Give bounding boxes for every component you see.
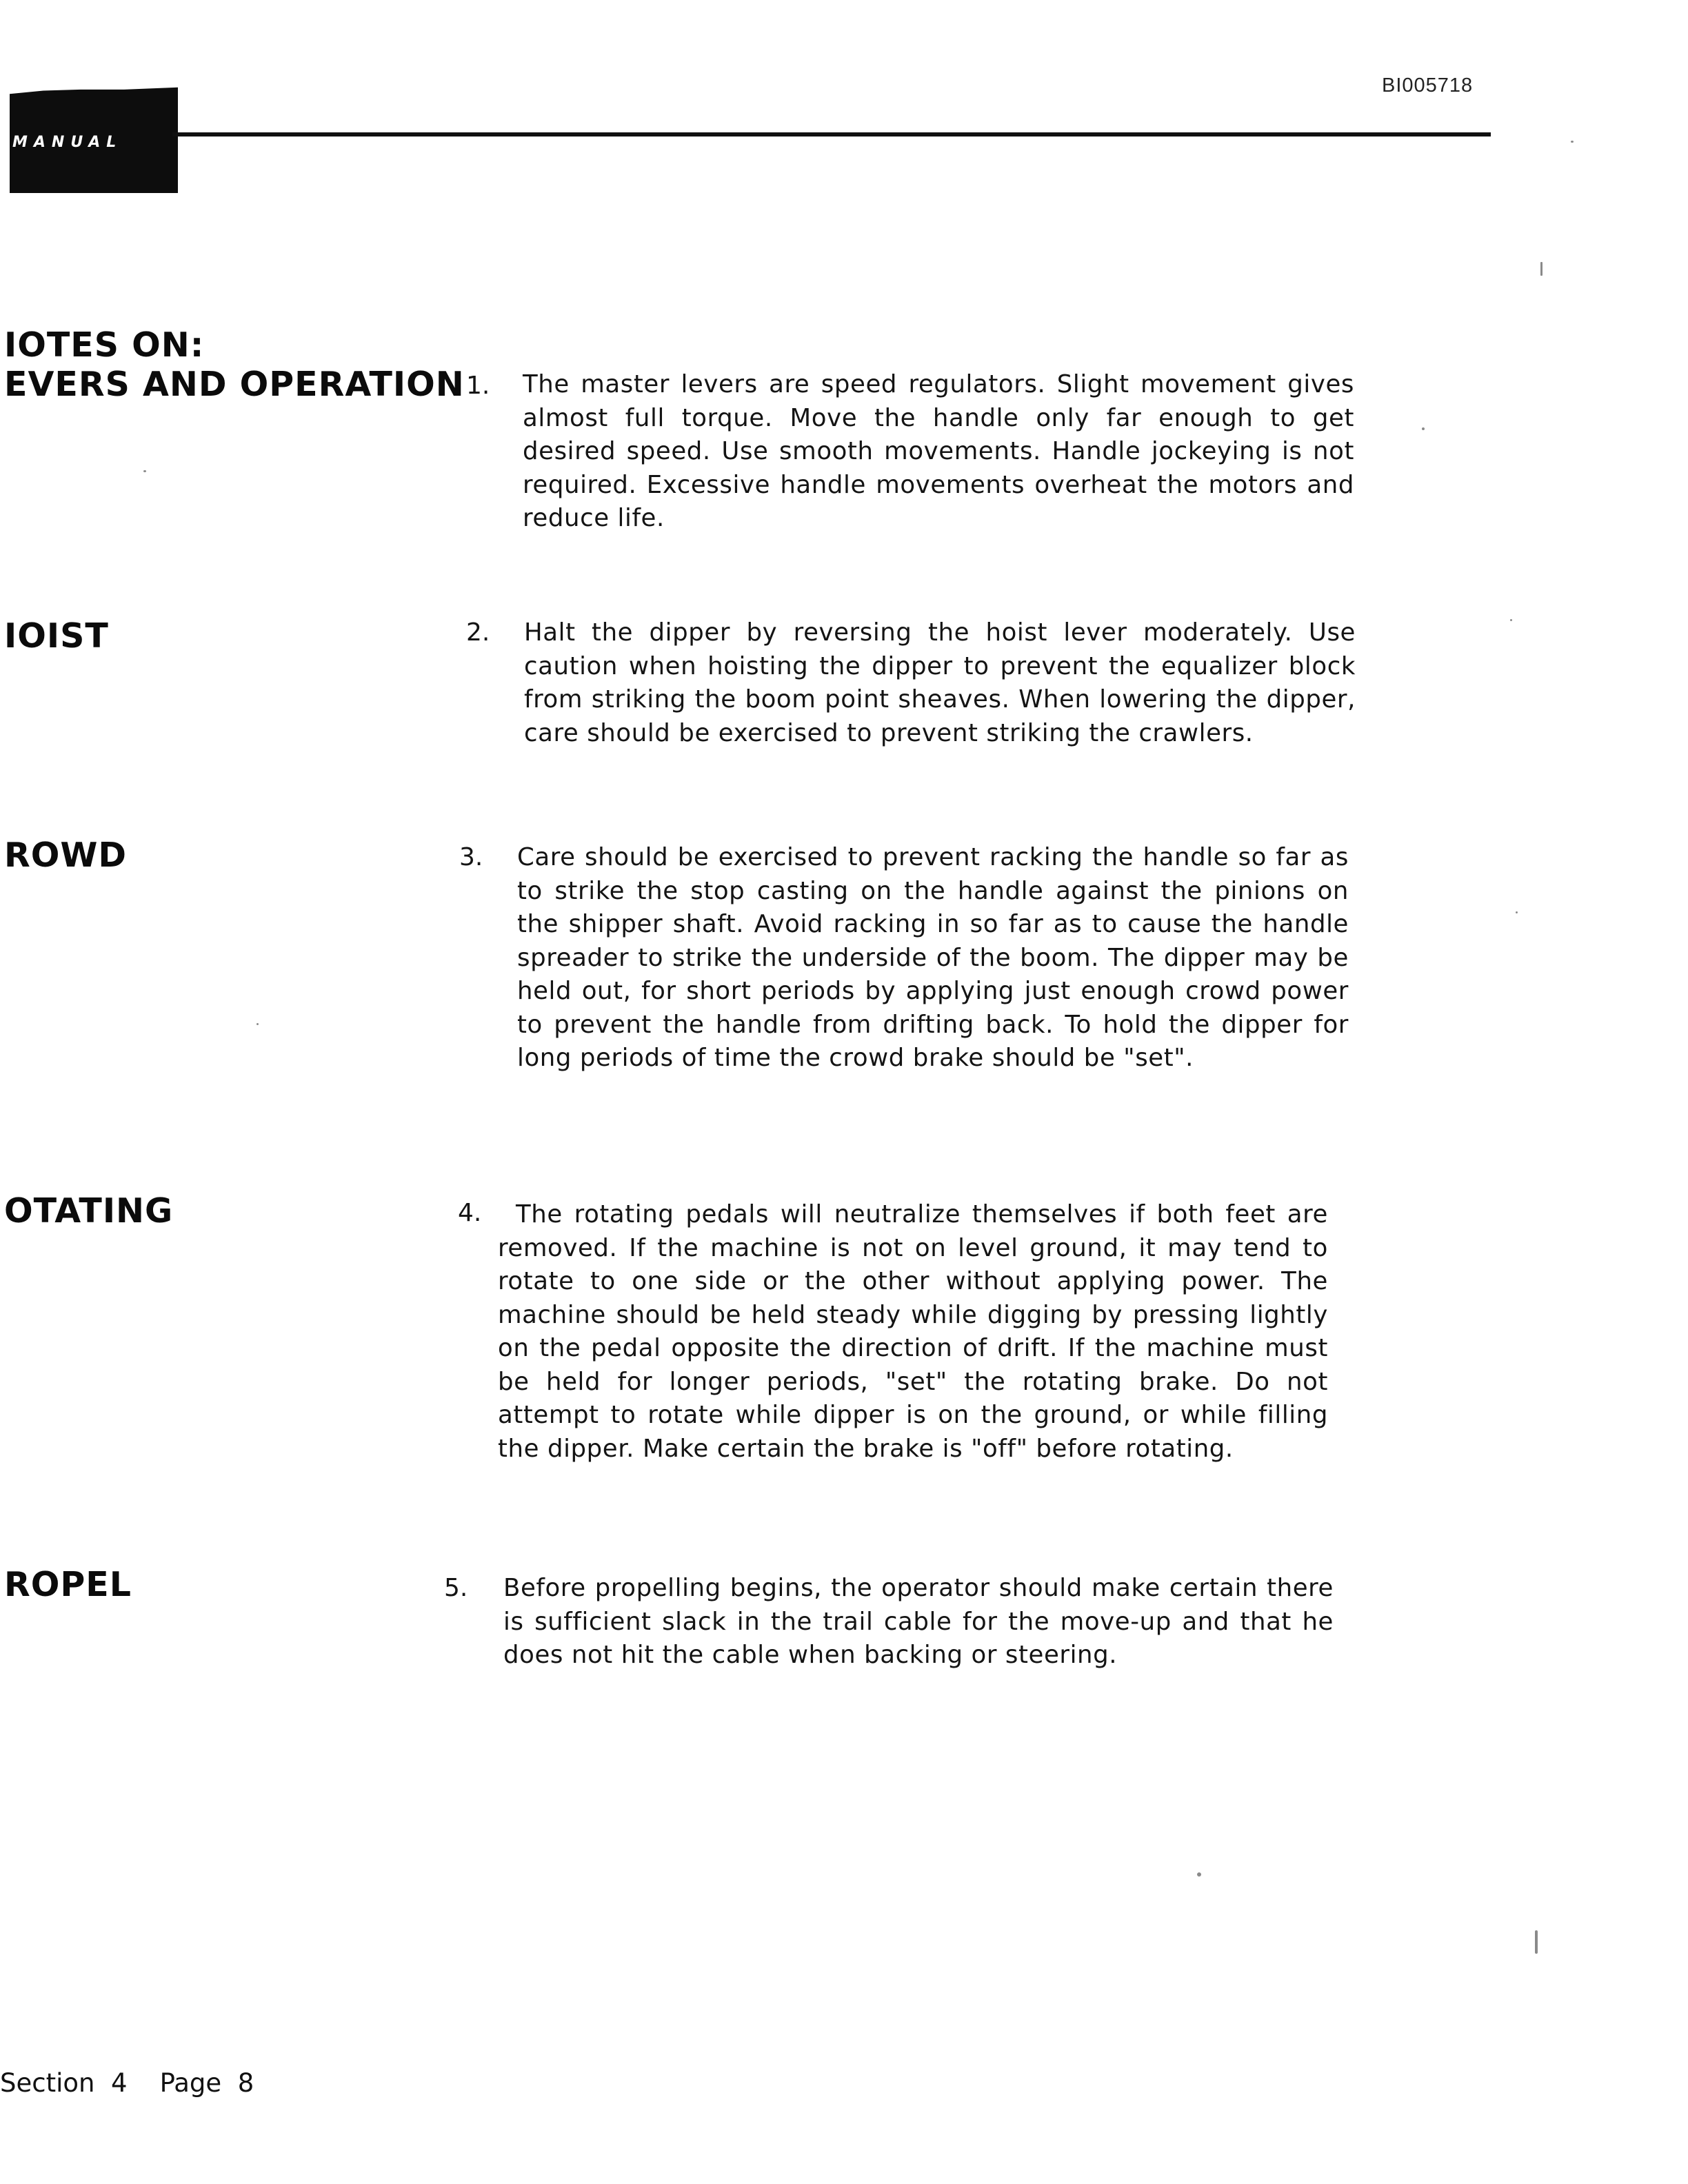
- page-footer: [0, 2068, 254, 2098]
- scan-speck: [1197, 1872, 1201, 1877]
- footer-page-label: Page: [159, 2068, 222, 2098]
- section-label-propel: ROPEL: [4, 1565, 132, 1604]
- scan-speck: [1571, 141, 1574, 143]
- section-label-hoist: IOIST: [4, 616, 109, 656]
- document-id: BI005718: [1382, 74, 1474, 97]
- item-text: The master levers are speed regulators. Slight movement gives almost full torque. Move the handle only far enough to get desired speed. Use smooth movements. Handle jockeying is not required. Excessive handle movements overheat the motors and reduce life.: [523, 370, 1354, 532]
- scan-speck: [1535, 1930, 1538, 1954]
- item-number: 1.: [466, 372, 490, 400]
- item-text: Care should be exercised to prevent racking the handle so far as to strike the stop casting on the handle against the pinions on the shipper shaft. Avoid racking in so far as to cause the handle spreader to strike the underside of the boom. The dipper may be held out, for short periods by applying just enough crowd power to prevent the handle from drifting back. To hold the dipper for long periods of time the crowd brake should be "set".: [517, 843, 1349, 1072]
- item-number: 3.: [459, 843, 483, 871]
- scan-speck: [1510, 619, 1512, 621]
- scan-speck: [1422, 427, 1425, 430]
- item-text: Before propelling begins, the operator should make certain there is sufficient slack in the trail cable for the move-up and that he does not hit the cable when backing or steering.: [503, 1574, 1334, 1669]
- scan-speck: [1516, 911, 1518, 913]
- header-rule: [172, 132, 1491, 136]
- section-label-crowd: ROWD: [4, 836, 128, 875]
- scan-speck: [1540, 262, 1543, 276]
- scan-speck: [143, 470, 146, 472]
- item-number: 2.: [466, 618, 490, 647]
- scan-speck: [257, 1023, 259, 1025]
- notes-heading-line1: IOTES ON:: [4, 325, 205, 365]
- notes-heading-line2: EVERS AND OPERATION: [4, 365, 465, 404]
- item-text: Halt the dipper by reversing the hoist lever moderately. Use caution when hoisting the dipper to prevent the equalizer block from striking the boom point sheaves. When lowering the dipper, care should be exercised to prevent striking the crawlers.: [524, 618, 1356, 747]
- section-label-rotating: OTATING: [4, 1191, 174, 1231]
- logo-text: MANUAL: [12, 134, 123, 151]
- footer-page-number: 8: [237, 2068, 254, 2098]
- item-number: 5.: [444, 1574, 468, 1602]
- footer-section-label: Section: [0, 2068, 95, 2098]
- item-number: 4.: [458, 1199, 482, 1227]
- item-text: The rotating pedals will neutralize themselves if both feet are removed. If the machine is not on level ground, it may tend to rotate to one side or the other without applying power. The machine should be held steady while digging by pressing lightly on the pedal opposite the direction of drift. If the machine must be held for longer periods, "set" the rotating brake. Do not attempt to rotate while dipper is on the ground, or while filling the dipper. Make certain the brake is "off" before rotating.: [498, 1200, 1328, 1463]
- footer-section-number: 4: [111, 2068, 128, 2098]
